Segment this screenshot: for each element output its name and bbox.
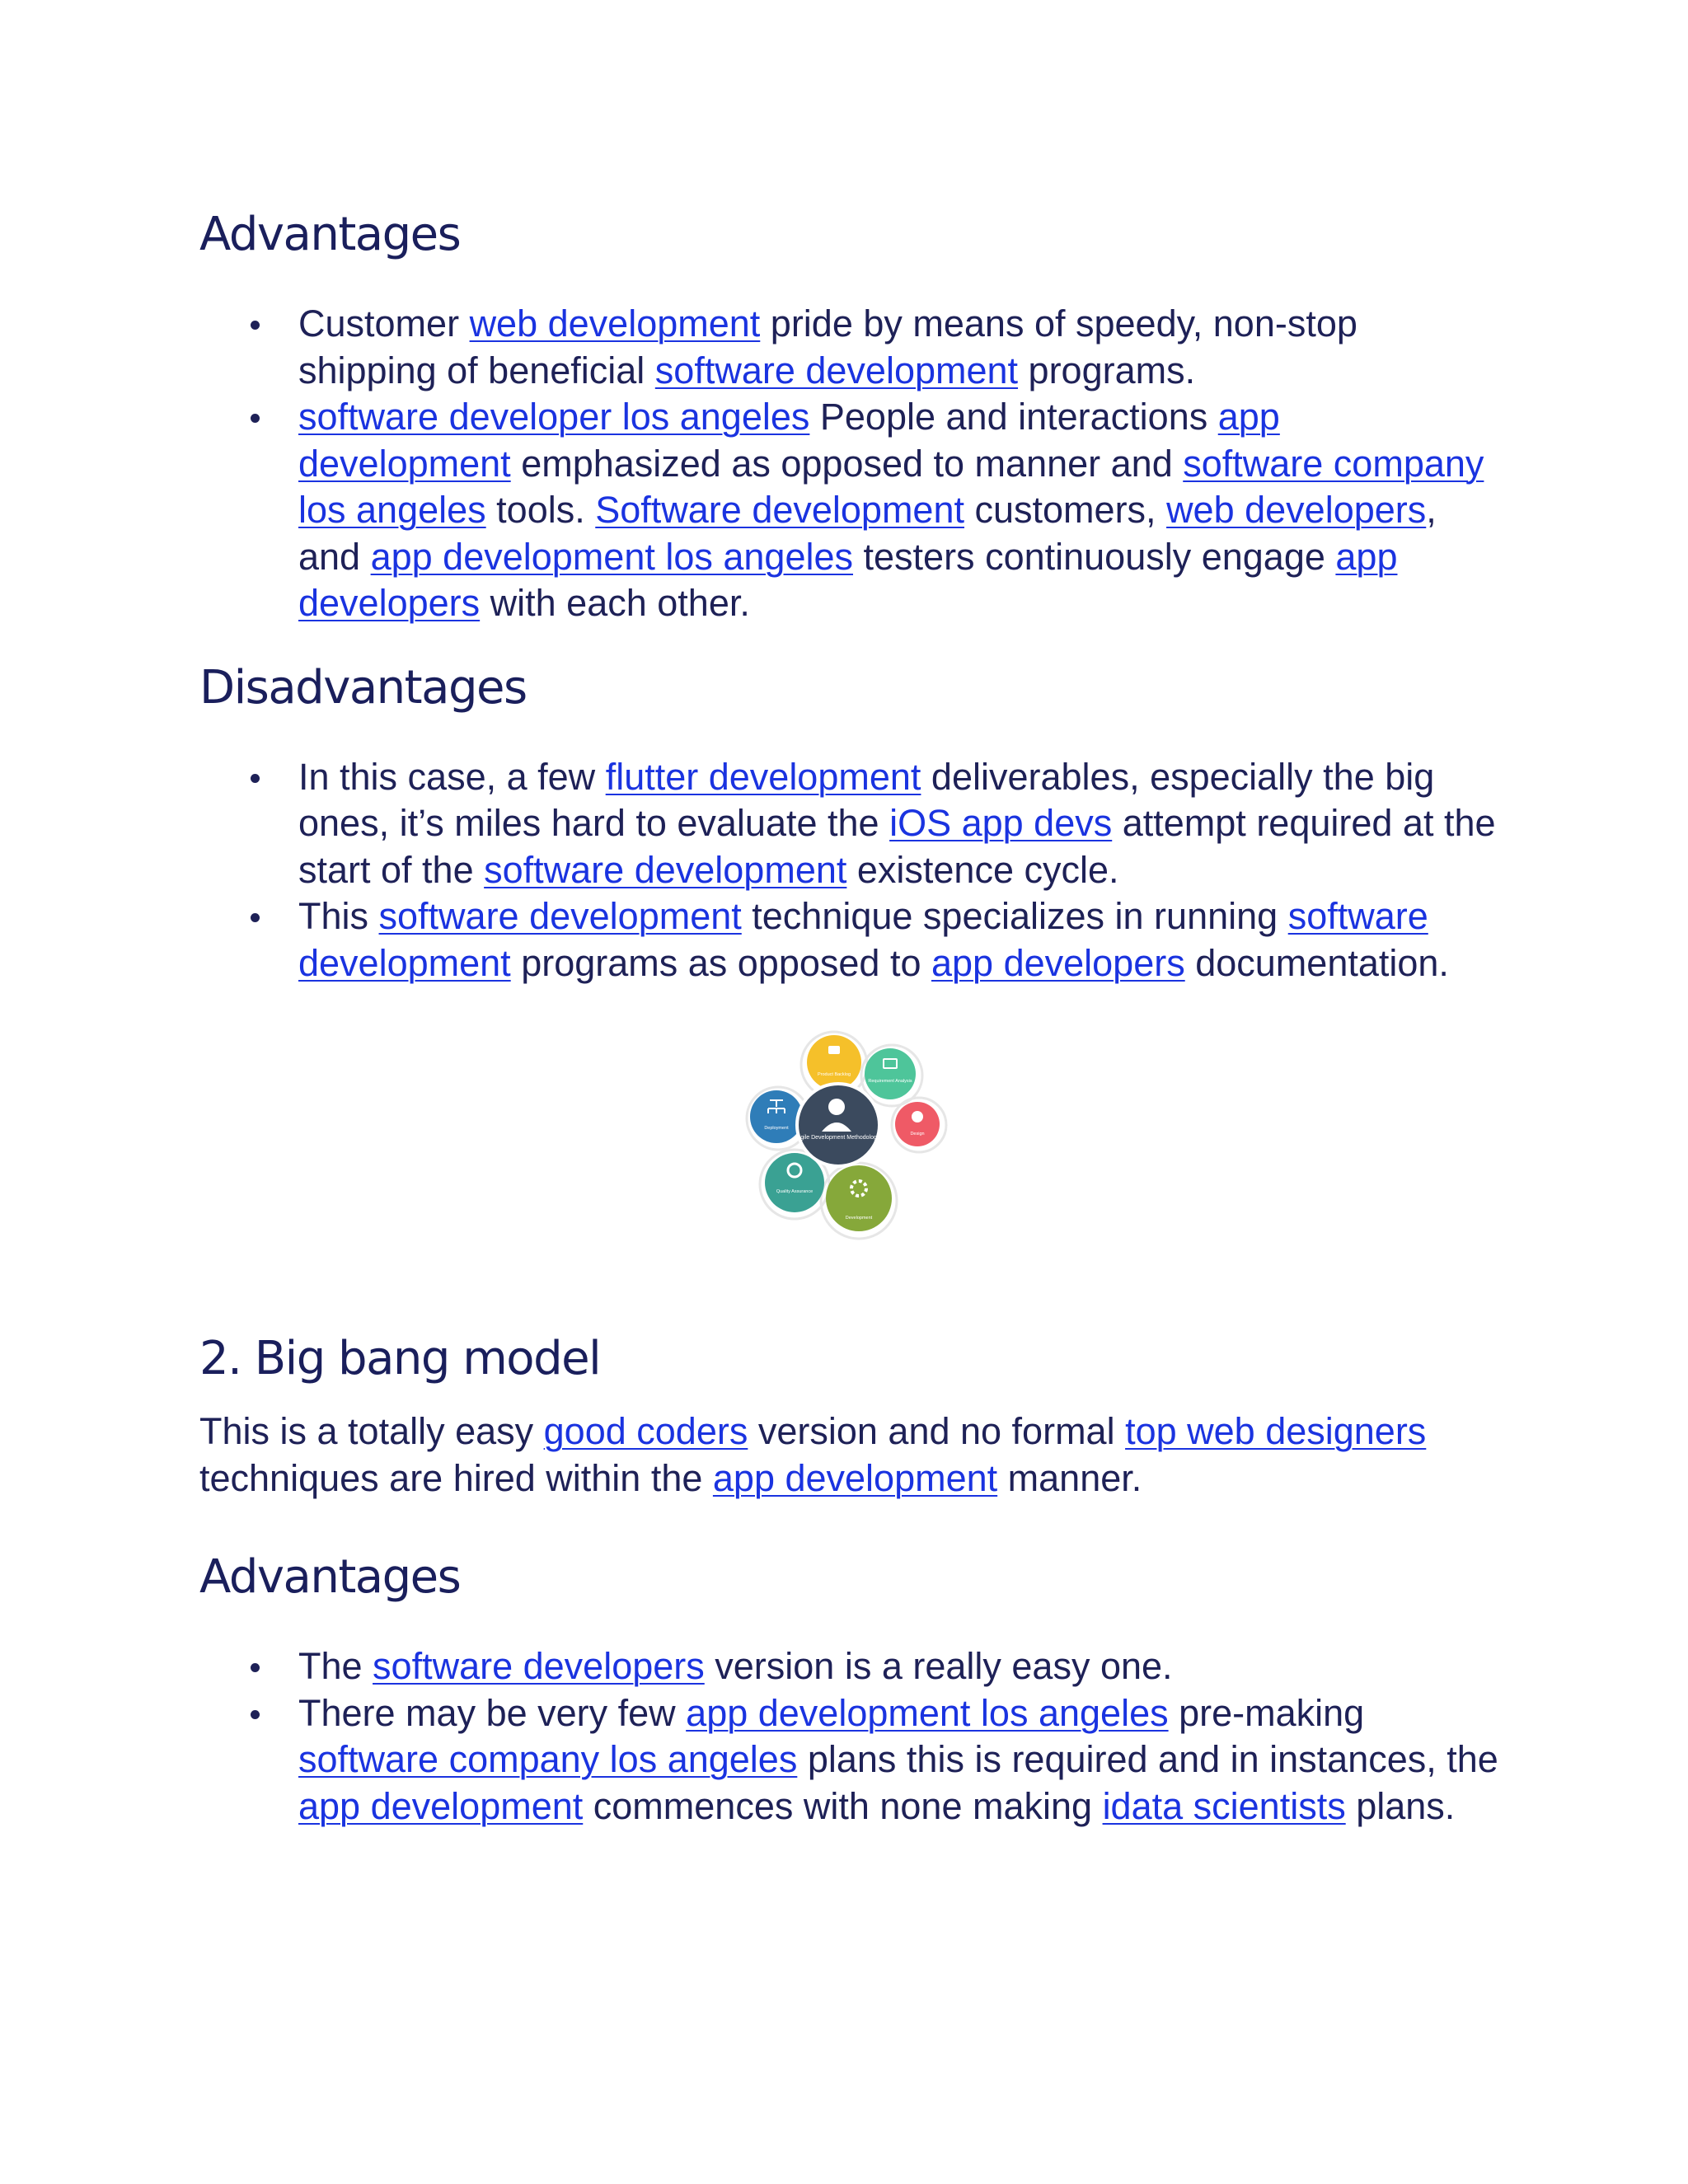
text-run: customers, — [964, 489, 1167, 531]
inline-link[interactable]: flutter development — [605, 755, 921, 798]
deployment-label: Deployment — [764, 1126, 789, 1131]
disadvantages-heading: Disadvantages — [199, 660, 527, 715]
list-item — [199, 394, 1502, 627]
inline-link[interactable]: Software development — [595, 489, 964, 531]
backlog-icon — [828, 1046, 840, 1054]
text-run: documentation. — [1184, 941, 1449, 984]
text-run: existence cycle. — [846, 848, 1119, 891]
design-label: Design — [910, 1132, 925, 1137]
inline-link[interactable]: software company los angeles — [298, 1738, 798, 1780]
text-run: In this case, a few — [298, 755, 606, 798]
text-run: This is a totally easy — [199, 1410, 544, 1452]
text-run: plans this is required and in instances, the — [797, 1738, 1498, 1780]
inline-link[interactable]: software developers — [373, 1645, 705, 1687]
inline-link[interactable]: app development los angeles — [686, 1691, 1169, 1734]
design-icon — [912, 1111, 923, 1122]
bullet-icon — [251, 1663, 260, 1672]
text-run: pre-making — [1168, 1691, 1365, 1734]
bullet-icon — [251, 774, 260, 783]
text-run: This — [298, 895, 379, 937]
inline-link[interactable]: iOS app devs — [889, 802, 1113, 844]
inline-link[interactable]: app development — [298, 396, 1280, 485]
text-run: tools. — [485, 489, 596, 531]
inline-link[interactable]: app development — [712, 1456, 998, 1499]
agile-diagram — [743, 1028, 982, 1275]
bullet-icon — [251, 321, 260, 330]
agile-methodology-figure — [199, 1028, 1502, 1275]
inline-link[interactable]: top web designers — [1125, 1410, 1427, 1452]
node-product-backlog — [807, 1035, 861, 1090]
advantages-heading: Advantages — [199, 208, 461, 261]
text-run: emphasized as opposed to manner and — [510, 442, 1184, 485]
text-run: There may be very few — [298, 1691, 687, 1734]
inline-link[interactable]: app developers — [931, 941, 1185, 984]
quality-assurance-label: Quality Assurance — [776, 1189, 814, 1194]
text-run: , and — [298, 489, 1437, 578]
list-item — [199, 301, 1502, 394]
text-run: programs. — [1018, 349, 1196, 391]
node-development — [826, 1165, 892, 1231]
inline-link[interactable]: app development los angeles — [370, 535, 854, 578]
center-label: Agile Development Methodology — [796, 1135, 880, 1141]
text-run: with each other. — [480, 582, 750, 624]
bullet-icon — [251, 414, 260, 423]
text-run: People and interactions — [809, 396, 1218, 438]
development-label: Development — [845, 1216, 873, 1221]
inline-link[interactable]: software development — [484, 848, 847, 891]
text-run: manner. — [997, 1456, 1142, 1499]
inline-link[interactable]: software development — [298, 895, 1428, 984]
advantages-list — [199, 301, 1502, 627]
big-bang-paragraph — [199, 1408, 1502, 1502]
list-item — [199, 1643, 1502, 1690]
inline-link[interactable]: app development — [298, 1784, 584, 1827]
disadvantages-list — [199, 754, 1502, 987]
text-run: pride by means of speedy, non-stop shipping of beneficial — [298, 302, 1357, 391]
text-run: attempt required at the start of the — [298, 802, 1496, 891]
inline-link[interactable]: good coders — [543, 1410, 748, 1452]
inline-link[interactable]: software developer los angeles — [298, 396, 810, 438]
text-run: programs as opposed to — [510, 941, 931, 984]
big-bang-heading: 2. Big bang model — [199, 1332, 601, 1385]
node-design — [895, 1102, 940, 1146]
list-item — [199, 893, 1502, 987]
advantages-list-2 — [199, 1643, 1502, 1830]
text-run: plans. — [1345, 1784, 1456, 1827]
inline-link[interactable]: web developers — [1166, 489, 1427, 531]
inline-link[interactable]: idata scientists — [1102, 1784, 1346, 1827]
bullet-icon — [251, 1710, 260, 1719]
text-run: techniques are hired within the — [199, 1456, 713, 1499]
bullet-icon — [251, 913, 260, 922]
advantages-heading-2: Advantages — [199, 1550, 461, 1604]
inline-link[interactable]: software development — [654, 349, 1019, 391]
inline-link[interactable]: software company los angeles — [298, 442, 1484, 531]
text-run: technique specializes in running — [741, 895, 1288, 937]
node-quality-assurance — [765, 1153, 824, 1212]
inline-link[interactable]: software development — [378, 895, 742, 937]
text-run: The — [298, 1645, 373, 1687]
person-icon — [828, 1099, 845, 1115]
text-run: commences with none making — [583, 1784, 1103, 1827]
text-run: testers continuously engage — [853, 535, 1336, 578]
product-backlog-label: Product Backlog — [817, 1072, 851, 1077]
text-run: deliverables, especially the big ones, it’s miles hard to evaluate the — [298, 755, 1435, 844]
text-run: version is a really easy one. — [704, 1645, 1173, 1687]
text-run: Customer — [298, 302, 470, 344]
node-deployment — [750, 1090, 803, 1143]
document-content — [199, 202, 1502, 1830]
list-item — [199, 1690, 1502, 1830]
inline-link[interactable]: web development — [469, 302, 761, 344]
inline-link[interactable]: app developers — [298, 535, 1398, 624]
node-requirement-analysis — [865, 1048, 916, 1099]
requirement-analysis-label: Requirement Analysis — [868, 1079, 912, 1084]
text-run: version and no formal — [748, 1410, 1126, 1452]
list-item — [199, 754, 1502, 894]
